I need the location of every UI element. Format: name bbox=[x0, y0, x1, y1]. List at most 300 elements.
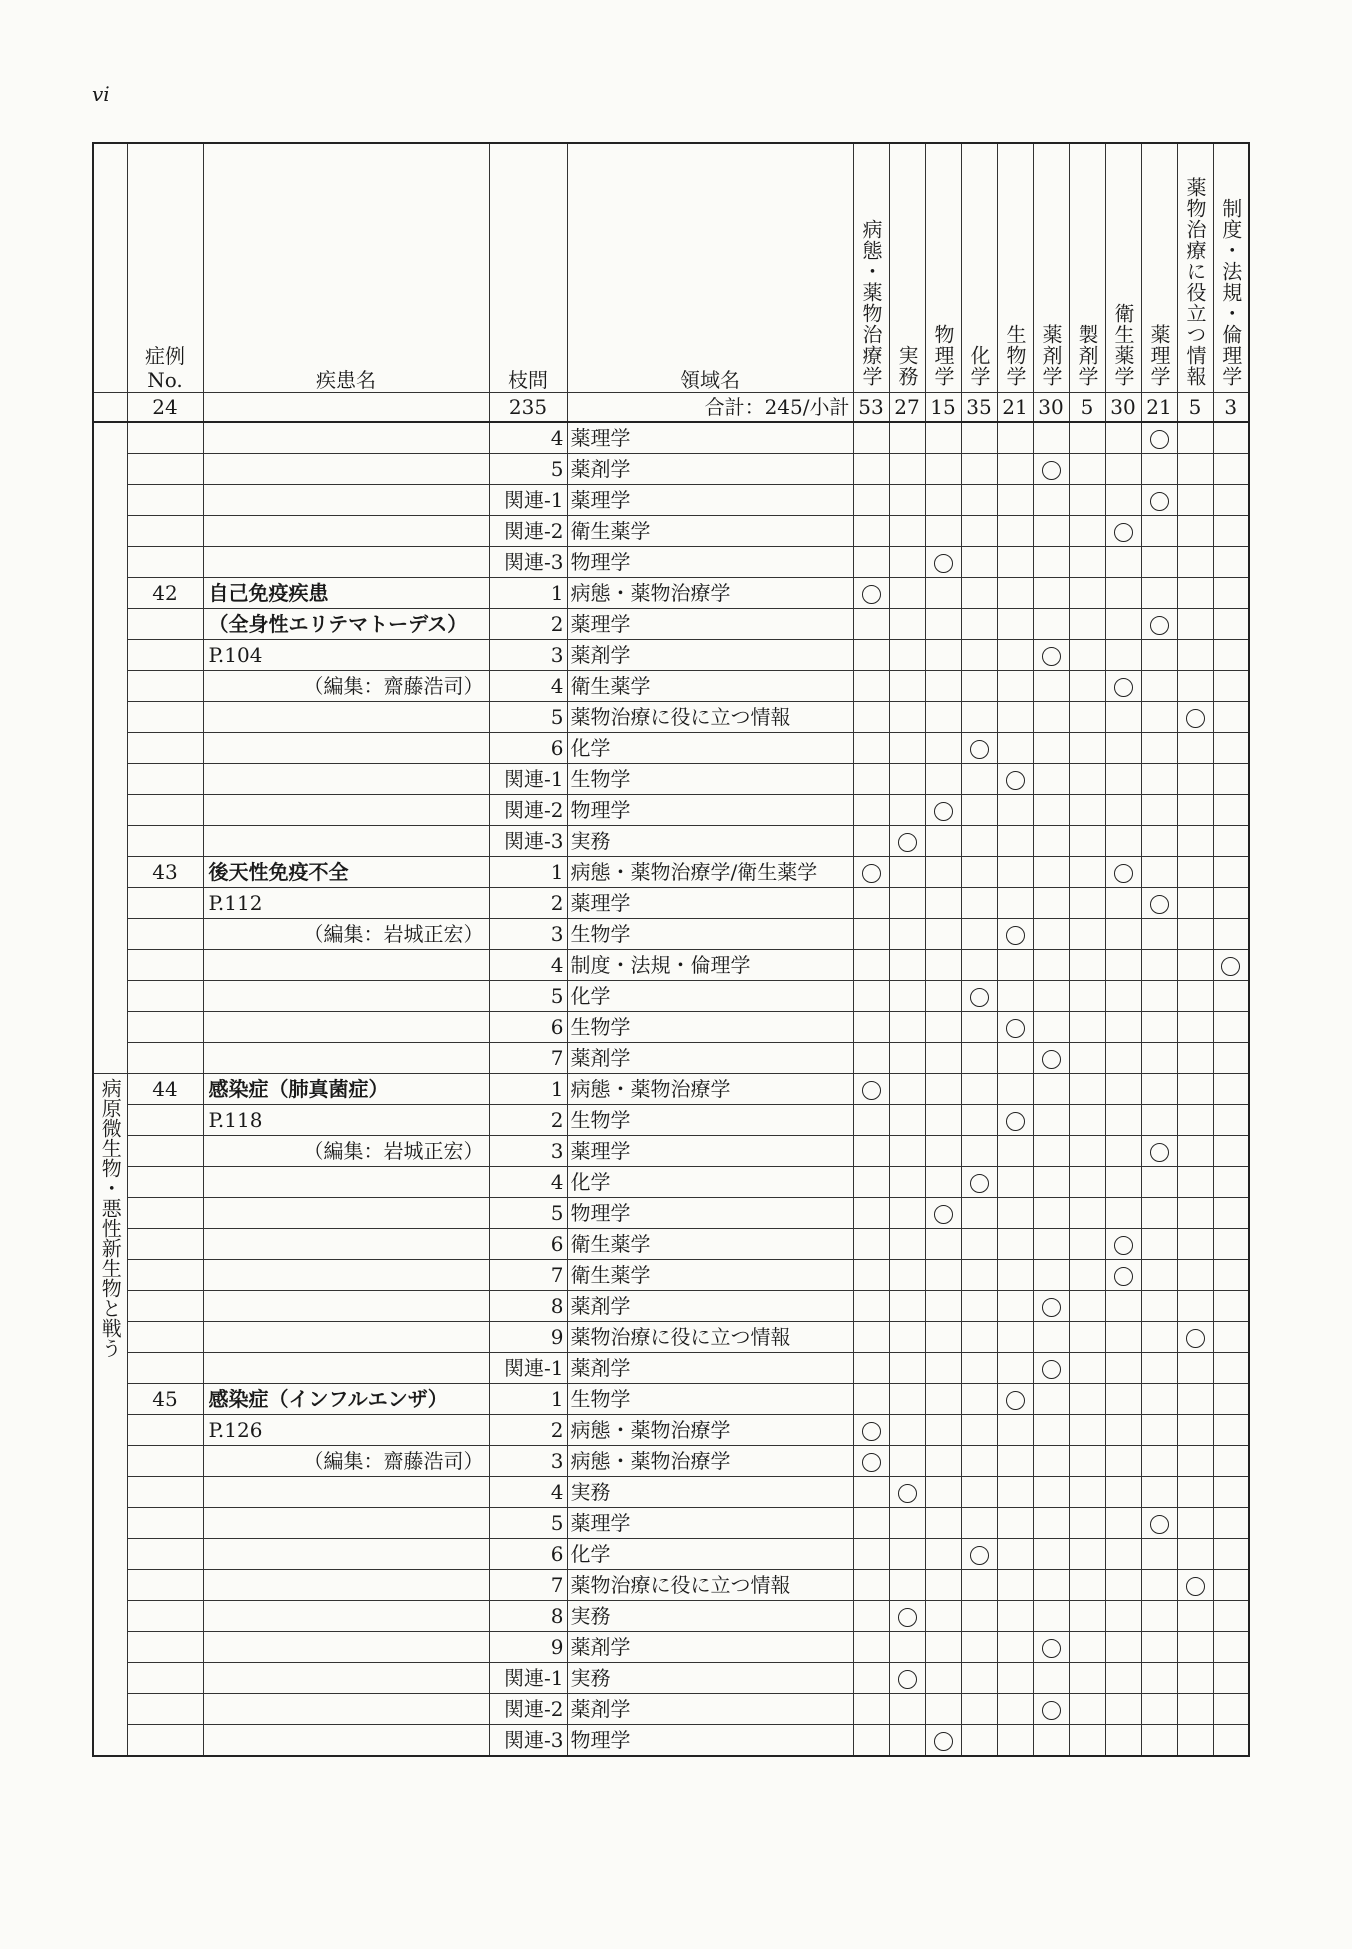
subject-mark-cell bbox=[1033, 1539, 1069, 1570]
table-row bbox=[93, 640, 1249, 671]
subject-mark-cell bbox=[961, 578, 997, 609]
question-number: 1 bbox=[489, 857, 567, 888]
subject-mark-cell bbox=[997, 1353, 1033, 1384]
subject-mark-cell bbox=[1069, 1291, 1105, 1322]
case-number bbox=[127, 981, 203, 1012]
subject-mark-cell bbox=[889, 1043, 925, 1074]
subject-mark-cell bbox=[961, 1384, 997, 1415]
subject-mark-cell bbox=[1105, 1229, 1141, 1260]
disease-name: P.118 bbox=[203, 1105, 489, 1136]
subject-mark-cell bbox=[997, 1725, 1033, 1757]
subject-mark-cell bbox=[997, 1198, 1033, 1229]
subject-mark-cell bbox=[1069, 795, 1105, 826]
circle-mark-icon bbox=[1042, 1050, 1061, 1069]
circle-mark-icon bbox=[1114, 1267, 1133, 1286]
disease-name bbox=[203, 516, 489, 547]
subject-mark-cell bbox=[853, 1539, 889, 1570]
case-number bbox=[127, 764, 203, 795]
subject-mark-cell bbox=[1105, 1384, 1141, 1415]
subject-mark-cell bbox=[1177, 1539, 1213, 1570]
subject-mark-cell bbox=[1105, 1136, 1141, 1167]
subject-mark-cell bbox=[1141, 1198, 1177, 1229]
case-number bbox=[127, 1353, 203, 1384]
subject-mark-cell bbox=[1033, 640, 1069, 671]
question-number: 3 bbox=[489, 919, 567, 950]
table-row bbox=[93, 919, 1249, 950]
subject-header: 制度・法規・倫理学 bbox=[1213, 143, 1249, 393]
subject-header: 生物学 bbox=[997, 143, 1033, 393]
subject-mark-cell bbox=[889, 919, 925, 950]
subject-mark-cell bbox=[997, 1477, 1033, 1508]
subject-mark-cell bbox=[997, 485, 1033, 516]
subject-mark-cell bbox=[853, 950, 889, 981]
disease-name: 感染症（インフルエンザ） bbox=[203, 1384, 489, 1415]
subject-mark-cell bbox=[961, 1415, 997, 1446]
subject-mark-cell bbox=[925, 702, 961, 733]
disease-name bbox=[203, 733, 489, 764]
circle-mark-icon bbox=[1006, 926, 1025, 945]
subject-mark-cell bbox=[1069, 1539, 1105, 1570]
subject-mark-cell bbox=[1069, 671, 1105, 702]
subject-mark-cell bbox=[1177, 1725, 1213, 1757]
subject-mark-cell bbox=[961, 919, 997, 950]
circle-mark-icon bbox=[1006, 1112, 1025, 1131]
subject-mark-cell bbox=[1069, 888, 1105, 919]
subject-header: 薬物治療に役立つ情報 bbox=[1177, 143, 1213, 393]
case-number bbox=[127, 547, 203, 578]
subject-mark-cell bbox=[1177, 671, 1213, 702]
subject-mark-cell bbox=[1213, 1446, 1249, 1477]
subject-mark-cell bbox=[997, 578, 1033, 609]
subject-mark-cell bbox=[1177, 1353, 1213, 1384]
subject-mark-cell bbox=[1177, 1105, 1213, 1136]
circle-mark-icon bbox=[934, 802, 953, 821]
subject-mark-cell bbox=[925, 671, 961, 702]
subject-mark-cell bbox=[997, 1508, 1033, 1539]
subject-mark-cell bbox=[1033, 733, 1069, 764]
field-name: 薬剤学 bbox=[567, 454, 853, 485]
subject-mark-cell bbox=[853, 1043, 889, 1074]
question-number: 5 bbox=[489, 454, 567, 485]
subject-mark-cell bbox=[853, 1136, 889, 1167]
subject-mark-cell bbox=[1033, 1508, 1069, 1539]
summary-disease-cell bbox=[203, 393, 489, 423]
subject-mark-cell bbox=[853, 919, 889, 950]
subject-mark-cell bbox=[1177, 1663, 1213, 1694]
case-number bbox=[127, 1477, 203, 1508]
subject-mark-cell bbox=[1213, 1384, 1249, 1415]
subject-mark-cell bbox=[1069, 1508, 1105, 1539]
question-number: 関連-1 bbox=[489, 1353, 567, 1384]
subject-mark-cell bbox=[1177, 795, 1213, 826]
subject-mark-cell bbox=[889, 888, 925, 919]
subject-mark-cell bbox=[889, 547, 925, 578]
subject-mark-cell bbox=[925, 1477, 961, 1508]
subject-mark-cell bbox=[1105, 1539, 1141, 1570]
subject-mark-cell bbox=[1105, 1291, 1141, 1322]
subject-mark-cell bbox=[1069, 1477, 1105, 1508]
subject-mark-cell bbox=[1105, 826, 1141, 857]
subject-mark-cell bbox=[889, 454, 925, 485]
table-row bbox=[93, 1229, 1249, 1260]
subject-mark-cell bbox=[1069, 1384, 1105, 1415]
subject-mark-cell bbox=[1213, 795, 1249, 826]
subject-mark-cell bbox=[1069, 1136, 1105, 1167]
subject-mark-cell bbox=[1105, 1105, 1141, 1136]
subject-mark-cell bbox=[997, 1105, 1033, 1136]
question-number: 2 bbox=[489, 1105, 567, 1136]
table-row bbox=[93, 578, 1249, 609]
subject-count: 5 bbox=[1177, 393, 1213, 423]
subject-mark-cell bbox=[853, 671, 889, 702]
subject-count: 21 bbox=[997, 393, 1033, 423]
subject-mark-cell bbox=[1069, 1601, 1105, 1632]
disease-name: （編集：岩城正宏） bbox=[203, 919, 489, 950]
subject-mark-cell bbox=[925, 1260, 961, 1291]
subject-mark-cell bbox=[853, 1198, 889, 1229]
subject-mark-cell bbox=[1141, 764, 1177, 795]
question-number: 4 bbox=[489, 671, 567, 702]
subject-mark-cell bbox=[1069, 516, 1105, 547]
subject-mark-cell bbox=[1213, 1663, 1249, 1694]
subject-mark-cell bbox=[1177, 1601, 1213, 1632]
subject-mark-cell bbox=[1105, 1725, 1141, 1757]
subject-mark-cell bbox=[1105, 702, 1141, 733]
field-name: 生物学 bbox=[567, 764, 853, 795]
subject-mark-cell bbox=[925, 1291, 961, 1322]
question-count: 235 bbox=[489, 393, 567, 423]
field-name: 薬理学 bbox=[567, 485, 853, 516]
field-name: 薬物治療に役に立つ情報 bbox=[567, 1570, 853, 1601]
circle-mark-icon bbox=[898, 1608, 917, 1627]
field-name: 病態・薬物治療学 bbox=[567, 1074, 853, 1105]
subject-mark-cell bbox=[1213, 1353, 1249, 1384]
subject-mark-cell bbox=[961, 950, 997, 981]
subject-mark-cell bbox=[853, 1105, 889, 1136]
subject-mark-cell bbox=[997, 640, 1033, 671]
subject-mark-cell bbox=[1069, 1105, 1105, 1136]
subject-mark-cell bbox=[1213, 981, 1249, 1012]
subject-mark-cell bbox=[1177, 1074, 1213, 1105]
subject-mark-cell bbox=[1105, 671, 1141, 702]
subject-mark-cell bbox=[1105, 1322, 1141, 1353]
disease-name bbox=[203, 795, 489, 826]
subject-mark-cell bbox=[961, 1012, 997, 1043]
circle-mark-icon bbox=[1186, 1329, 1205, 1348]
question-number: 3 bbox=[489, 1136, 567, 1167]
subject-mark-cell bbox=[1141, 1229, 1177, 1260]
subject-mark-cell bbox=[1033, 671, 1069, 702]
case-number bbox=[127, 826, 203, 857]
subject-mark-cell bbox=[1141, 1291, 1177, 1322]
subject-mark-cell bbox=[925, 1601, 961, 1632]
subject-mark-cell bbox=[1213, 1477, 1249, 1508]
circle-mark-icon bbox=[1150, 430, 1169, 449]
subject-mark-cell bbox=[1105, 1570, 1141, 1601]
subject-mark-cell bbox=[1213, 919, 1249, 950]
subject-mark-cell bbox=[1069, 702, 1105, 733]
subject-mark-cell bbox=[1141, 1632, 1177, 1663]
subject-mark-cell bbox=[1105, 764, 1141, 795]
field-name: 化学 bbox=[567, 981, 853, 1012]
subject-mark-cell bbox=[925, 1105, 961, 1136]
subject-mark-cell bbox=[997, 1136, 1033, 1167]
field-name: 薬剤学 bbox=[567, 1353, 853, 1384]
subject-mark-cell bbox=[1213, 1260, 1249, 1291]
subject-mark-cell bbox=[1033, 1260, 1069, 1291]
case-number bbox=[127, 1105, 203, 1136]
subject-mark-cell bbox=[1141, 702, 1177, 733]
subject-mark-cell bbox=[1177, 1229, 1213, 1260]
subject-mark-cell bbox=[1213, 547, 1249, 578]
subject-mark-cell bbox=[1213, 1012, 1249, 1043]
subject-mark-cell bbox=[1069, 1043, 1105, 1074]
disease-name: 後天性免疫不全 bbox=[203, 857, 489, 888]
table-row bbox=[93, 950, 1249, 981]
table-row bbox=[93, 547, 1249, 578]
subject-mark-cell bbox=[925, 1663, 961, 1694]
subject-mark-cell bbox=[853, 485, 889, 516]
subject-mark-cell bbox=[1177, 516, 1213, 547]
field-name: 化学 bbox=[567, 1167, 853, 1198]
subject-mark-cell bbox=[1141, 1508, 1177, 1539]
subject-mark-cell bbox=[1141, 1353, 1177, 1384]
table-row bbox=[93, 733, 1249, 764]
question-number: 関連-1 bbox=[489, 1663, 567, 1694]
question-number: 9 bbox=[489, 1632, 567, 1663]
case-number bbox=[127, 795, 203, 826]
case-number bbox=[127, 888, 203, 919]
subject-mark-cell bbox=[1141, 1539, 1177, 1570]
subject-mark-cell bbox=[1141, 1167, 1177, 1198]
subject-mark-cell bbox=[1141, 547, 1177, 578]
subject-mark-cell bbox=[961, 1198, 997, 1229]
subject-mark-cell bbox=[1069, 981, 1105, 1012]
circle-mark-icon bbox=[1186, 709, 1205, 728]
case-number bbox=[127, 485, 203, 516]
subject-mark-cell bbox=[1069, 1198, 1105, 1229]
subject-mark-cell bbox=[1141, 1012, 1177, 1043]
subject-mark-cell bbox=[925, 1508, 961, 1539]
subject-mark-cell bbox=[1177, 1260, 1213, 1291]
subject-mark-cell bbox=[1069, 1632, 1105, 1663]
subject-mark-cell bbox=[925, 1043, 961, 1074]
subject-mark-cell bbox=[1033, 1663, 1069, 1694]
circle-mark-icon bbox=[1150, 895, 1169, 914]
subject-mark-cell bbox=[961, 422, 997, 454]
subject-mark-cell bbox=[1213, 1539, 1249, 1570]
case-number bbox=[127, 454, 203, 485]
subject-mark-cell bbox=[997, 516, 1033, 547]
subject-mark-cell bbox=[1141, 485, 1177, 516]
subject-mark-cell bbox=[961, 516, 997, 547]
field-name: 化学 bbox=[567, 733, 853, 764]
subject-mark-cell bbox=[1141, 795, 1177, 826]
field-name: 実務 bbox=[567, 1601, 853, 1632]
subject-mark-cell bbox=[1141, 671, 1177, 702]
circle-mark-icon bbox=[1150, 616, 1169, 635]
chapter-header-cell bbox=[93, 143, 127, 393]
subject-header: 製剤学 bbox=[1069, 143, 1105, 393]
case-number bbox=[127, 1601, 203, 1632]
subject-mark-cell bbox=[1105, 1260, 1141, 1291]
subject-mark-cell bbox=[1177, 702, 1213, 733]
question-number: 8 bbox=[489, 1291, 567, 1322]
circle-mark-icon bbox=[1006, 771, 1025, 790]
subject-mark-cell bbox=[1213, 702, 1249, 733]
subject-mark-cell bbox=[925, 1229, 961, 1260]
subject-mark-cell bbox=[925, 950, 961, 981]
subject-mark-cell bbox=[961, 1725, 997, 1757]
case-number bbox=[127, 950, 203, 981]
subject-mark-cell bbox=[1033, 1477, 1069, 1508]
table-row bbox=[93, 1198, 1249, 1229]
subject-mark-cell bbox=[961, 1043, 997, 1074]
table-row bbox=[93, 1384, 1249, 1415]
subject-mark-cell bbox=[961, 795, 997, 826]
circle-mark-icon bbox=[898, 833, 917, 852]
subject-mark-cell bbox=[1033, 422, 1069, 454]
subject-mark-cell bbox=[1213, 1415, 1249, 1446]
subject-mark-cell bbox=[1033, 919, 1069, 950]
subject-mark-cell bbox=[997, 671, 1033, 702]
circle-mark-icon bbox=[1150, 492, 1169, 511]
case-number bbox=[127, 516, 203, 547]
subject-mark-cell bbox=[1105, 578, 1141, 609]
subject-mark-cell bbox=[853, 640, 889, 671]
subject-mark-cell bbox=[961, 454, 997, 485]
subject-mark-cell bbox=[889, 578, 925, 609]
subject-mark-cell bbox=[961, 640, 997, 671]
subject-mark-cell bbox=[925, 1570, 961, 1601]
case-number bbox=[127, 1539, 203, 1570]
circle-mark-icon bbox=[970, 988, 989, 1007]
subject-mark-cell bbox=[1105, 640, 1141, 671]
question-number: 関連-3 bbox=[489, 1725, 567, 1757]
disease-name bbox=[203, 1229, 489, 1260]
subject-count: 21 bbox=[1141, 393, 1177, 423]
subject-mark-cell bbox=[1141, 733, 1177, 764]
subject-mark-cell bbox=[1141, 454, 1177, 485]
subject-mark-cell bbox=[1069, 1167, 1105, 1198]
table-row bbox=[93, 1570, 1249, 1601]
case-no-header: 症例 No. bbox=[127, 143, 203, 393]
field-name: 生物学 bbox=[567, 1012, 853, 1043]
field-name: 実務 bbox=[567, 826, 853, 857]
subject-mark-cell bbox=[889, 702, 925, 733]
subject-mark-cell bbox=[925, 1353, 961, 1384]
subject-mark-cell bbox=[1213, 1601, 1249, 1632]
subject-mark-cell bbox=[853, 454, 889, 485]
subject-mark-cell bbox=[853, 764, 889, 795]
question-number: 2 bbox=[489, 888, 567, 919]
disease-name: 感染症（肺真菌症） bbox=[203, 1074, 489, 1105]
subject-mark-cell bbox=[853, 609, 889, 640]
disease-name bbox=[203, 702, 489, 733]
subject-mark-cell bbox=[1177, 1322, 1213, 1353]
subject-mark-cell bbox=[1213, 640, 1249, 671]
subject-mark-cell bbox=[1105, 795, 1141, 826]
subject-mark-cell bbox=[1141, 1570, 1177, 1601]
subject-mark-cell bbox=[1105, 733, 1141, 764]
subject-mark-cell bbox=[961, 1632, 997, 1663]
question-number: 3 bbox=[489, 640, 567, 671]
subject-mark-cell bbox=[925, 1384, 961, 1415]
field-name: 病態・薬物治療学/衛生薬学 bbox=[567, 857, 853, 888]
subject-mark-cell bbox=[1141, 640, 1177, 671]
question-number: 関連-3 bbox=[489, 547, 567, 578]
subject-mark-cell bbox=[997, 702, 1033, 733]
circle-mark-icon bbox=[862, 1453, 881, 1472]
disease-name bbox=[203, 1663, 489, 1694]
circle-mark-icon bbox=[934, 1732, 953, 1751]
circle-mark-icon bbox=[1006, 1019, 1025, 1038]
table-row bbox=[93, 422, 1249, 454]
subject-mark-cell bbox=[1177, 1012, 1213, 1043]
subject-mark-cell bbox=[1105, 1198, 1141, 1229]
subject-mark-cell bbox=[1105, 422, 1141, 454]
subject-count: 53 bbox=[853, 393, 889, 423]
subject-mark-cell bbox=[889, 1012, 925, 1043]
subject-mark-cell bbox=[1177, 1167, 1213, 1198]
subject-mark-cell bbox=[997, 1291, 1033, 1322]
subject-mark-cell bbox=[1069, 578, 1105, 609]
subject-mark-cell bbox=[925, 1415, 961, 1446]
case-number bbox=[127, 1167, 203, 1198]
subject-mark-cell bbox=[1141, 1074, 1177, 1105]
subject-mark-cell bbox=[889, 1353, 925, 1384]
subject-mark-cell bbox=[1105, 454, 1141, 485]
table-row bbox=[93, 1043, 1249, 1074]
subject-count: 27 bbox=[889, 393, 925, 423]
subject-mark-cell bbox=[1069, 1074, 1105, 1105]
field-name: 薬理学 bbox=[567, 888, 853, 919]
subject-mark-cell bbox=[1105, 857, 1141, 888]
subject-mark-cell bbox=[853, 1322, 889, 1353]
subject-mark-cell bbox=[1177, 1415, 1213, 1446]
subject-mark-cell bbox=[1141, 1601, 1177, 1632]
question-number: 7 bbox=[489, 1260, 567, 1291]
subject-mark-cell bbox=[925, 422, 961, 454]
subject-mark-cell bbox=[889, 1415, 925, 1446]
table-row bbox=[93, 1322, 1249, 1353]
subject-mark-cell bbox=[925, 1198, 961, 1229]
subject-mark-cell bbox=[853, 1229, 889, 1260]
chapter-blank-cell bbox=[93, 422, 127, 1074]
subject-mark-cell bbox=[961, 1136, 997, 1167]
field-name: 生物学 bbox=[567, 919, 853, 950]
subject-mark-cell bbox=[1141, 1694, 1177, 1725]
subject-mark-cell bbox=[853, 1725, 889, 1757]
question-number: 1 bbox=[489, 1384, 567, 1415]
disease-name bbox=[203, 1632, 489, 1663]
subject-mark-cell bbox=[925, 1694, 961, 1725]
subject-mark-cell bbox=[925, 516, 961, 547]
subject-mark-cell bbox=[1105, 950, 1141, 981]
subject-mark-cell bbox=[1213, 422, 1249, 454]
question-number: 関連-1 bbox=[489, 485, 567, 516]
subject-mark-cell bbox=[889, 1694, 925, 1725]
circle-mark-icon bbox=[1042, 1701, 1061, 1720]
subject-mark-cell bbox=[853, 547, 889, 578]
case-number bbox=[127, 1694, 203, 1725]
subject-count: 30 bbox=[1105, 393, 1141, 423]
question-number: 4 bbox=[489, 1477, 567, 1508]
subject-mark-cell bbox=[889, 1632, 925, 1663]
subject-mark-cell bbox=[1069, 1570, 1105, 1601]
subject-mark-cell bbox=[925, 1012, 961, 1043]
table-row bbox=[93, 888, 1249, 919]
